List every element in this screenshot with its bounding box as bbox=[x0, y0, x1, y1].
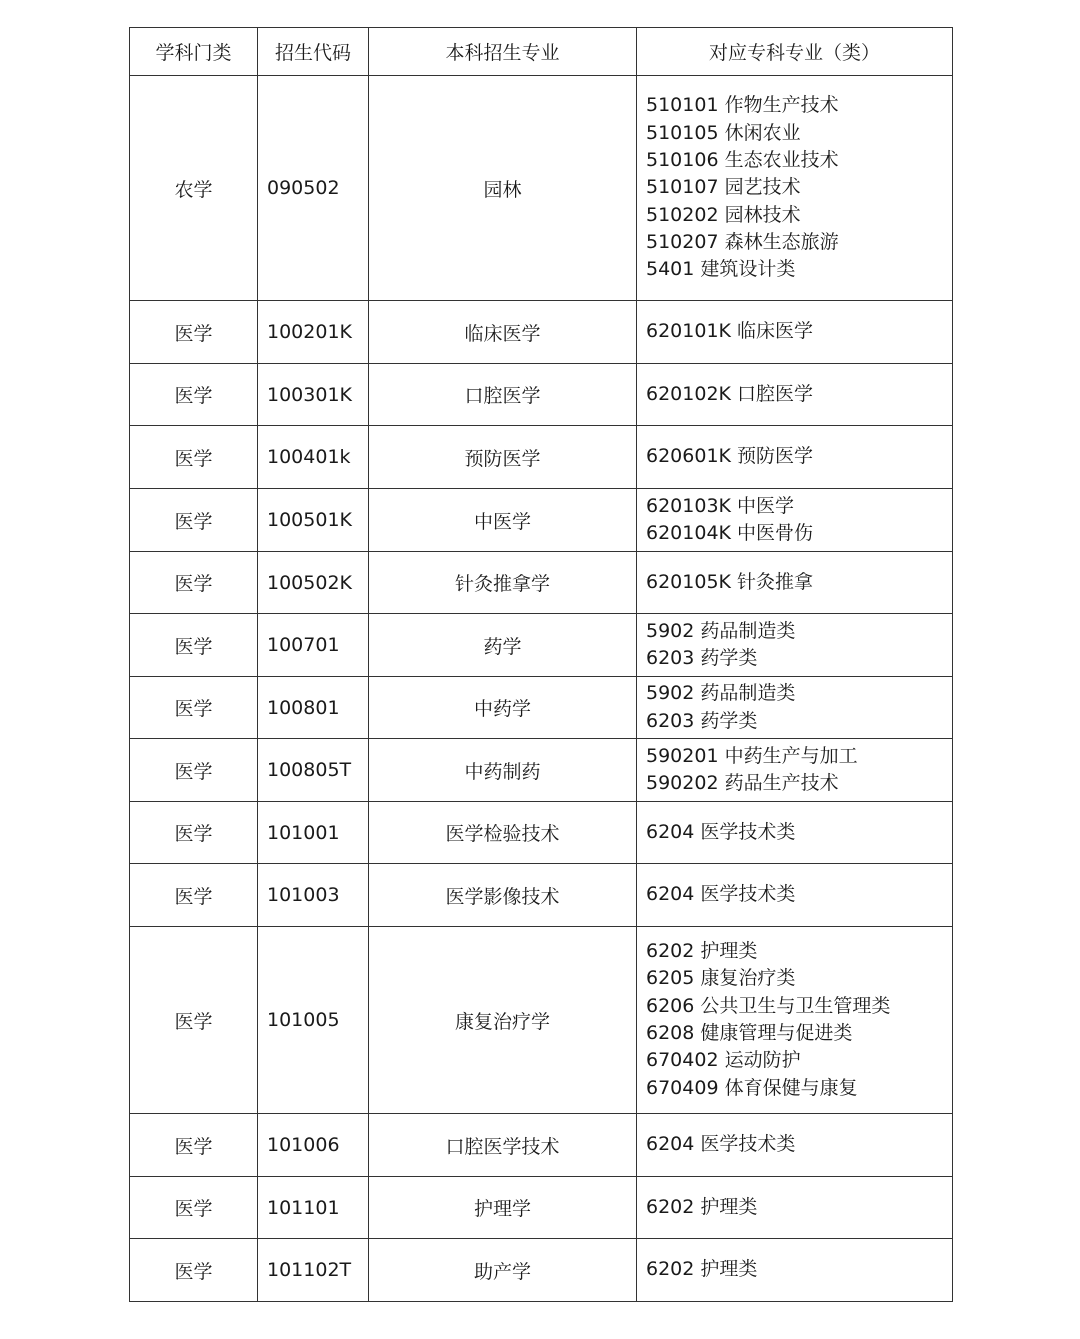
cell-code: 101005 bbox=[258, 927, 369, 1114]
cell-discipline: 医学 bbox=[130, 739, 258, 802]
cell-associate-majors bbox=[637, 802, 953, 864]
associate-major-item: 6208 健康管理与促进类 bbox=[646, 1022, 853, 1044]
cell-major: 助产学 bbox=[369, 1239, 637, 1302]
associate-major-item: 5902 药品制造类 bbox=[646, 619, 796, 642]
table-row bbox=[130, 802, 953, 864]
cell-discipline: 医学 bbox=[130, 301, 258, 364]
associate-major-item: 6202 护理类 bbox=[646, 940, 758, 963]
cell-associate-majors bbox=[637, 301, 953, 364]
cell-discipline: 医学 bbox=[130, 1177, 258, 1239]
cell-discipline: 医学 bbox=[130, 426, 258, 489]
cell-associate-majors bbox=[637, 76, 953, 301]
associate-major-item: 6204 医学技术类 bbox=[646, 820, 796, 843]
associate-major-item: 6204 医学技术类 bbox=[646, 1133, 796, 1156]
cell-code: 100801 bbox=[258, 677, 369, 739]
cell-major: 针灸推拿学 bbox=[369, 552, 637, 614]
cell-major: 医学影像技术 bbox=[369, 864, 637, 927]
associate-major-item: 510106 生态农业技术 bbox=[646, 149, 839, 172]
cell-discipline: 医学 bbox=[130, 927, 258, 1114]
cell-code: 100501K bbox=[258, 489, 369, 552]
cell-major: 康复治疗学 bbox=[369, 927, 637, 1114]
table-row bbox=[130, 1114, 953, 1177]
associate-major-item: 620101K 临床医学 bbox=[646, 320, 814, 343]
table-row bbox=[130, 426, 953, 489]
cell-discipline: 医学 bbox=[130, 677, 258, 739]
cell-associate-majors bbox=[637, 489, 953, 552]
cell-code: 100502K bbox=[258, 552, 369, 614]
associate-major-item: 5902 药品制造类 bbox=[646, 682, 796, 705]
cell-code: 100301K bbox=[258, 364, 369, 426]
cell-associate-majors bbox=[637, 1114, 953, 1177]
associate-major-item: 6205 康复治疗类 bbox=[646, 967, 796, 990]
associate-major-item: 620601K 预防医学 bbox=[646, 445, 814, 468]
associate-major-item: 590202 药品生产技术 bbox=[646, 772, 839, 794]
associate-major-item: 6202 护理类 bbox=[646, 1195, 758, 1218]
cell-associate-majors bbox=[637, 426, 953, 489]
associate-major-item: 590201 中药生产与加工 bbox=[646, 744, 858, 767]
associate-major-item: 510207 森林生态旅游 bbox=[646, 230, 839, 253]
table-row bbox=[130, 1239, 953, 1302]
cell-code: 100701 bbox=[258, 614, 369, 677]
table-row bbox=[130, 552, 953, 614]
cell-code: 101006 bbox=[258, 1114, 369, 1177]
cell-associate-majors bbox=[637, 1239, 953, 1302]
associate-major-item: 510107 园艺技术 bbox=[646, 176, 801, 199]
cell-code: 100401k bbox=[258, 426, 369, 489]
associate-major-item: 620103K 中医学 bbox=[646, 494, 795, 517]
cell-associate-majors bbox=[637, 864, 953, 927]
table-row bbox=[130, 927, 953, 1114]
cell-major: 护理学 bbox=[369, 1177, 637, 1239]
cell-major: 中药制药 bbox=[369, 739, 637, 802]
associate-major-item: 620104K 中医骨伤 bbox=[646, 522, 814, 544]
cell-major: 中医学 bbox=[369, 489, 637, 552]
cell-associate-majors bbox=[637, 739, 953, 802]
cell-code: 100805T bbox=[258, 739, 369, 802]
associate-major-item: 670409 体育保健与康复 bbox=[646, 1076, 858, 1099]
header-code: 招生代码 bbox=[258, 28, 369, 76]
cell-discipline: 医学 bbox=[130, 614, 258, 677]
associate-major-item: 6203 药学类 bbox=[646, 647, 758, 669]
cell-discipline: 医学 bbox=[130, 489, 258, 552]
cell-code: 100201K bbox=[258, 301, 369, 364]
table-row bbox=[130, 489, 953, 552]
cell-major: 医学检验技术 bbox=[369, 802, 637, 864]
header-discipline: 学科门类 bbox=[130, 28, 258, 76]
cell-major: 口腔医学技术 bbox=[369, 1114, 637, 1177]
cell-associate-majors bbox=[637, 677, 953, 739]
cell-associate-majors bbox=[637, 552, 953, 614]
cell-discipline: 医学 bbox=[130, 1114, 258, 1177]
table-row bbox=[130, 301, 953, 364]
cell-code: 101001 bbox=[258, 802, 369, 864]
cell-discipline: 医学 bbox=[130, 1239, 258, 1302]
associate-major-item: 6204 医学技术类 bbox=[646, 883, 796, 906]
cell-associate-majors bbox=[637, 1177, 953, 1239]
cell-major: 预防医学 bbox=[369, 426, 637, 489]
associate-major-item: 620105K 针灸推拿 bbox=[646, 570, 814, 593]
associate-major-item: 670402 运动防护 bbox=[646, 1049, 801, 1072]
cell-major: 口腔医学 bbox=[369, 364, 637, 426]
cell-associate-majors bbox=[637, 614, 953, 677]
cell-code: 101003 bbox=[258, 864, 369, 927]
cell-discipline: 农学 bbox=[130, 76, 258, 301]
table-row bbox=[130, 364, 953, 426]
cell-code: 101102T bbox=[258, 1239, 369, 1302]
associate-major-item: 620102K 口腔医学 bbox=[646, 382, 814, 405]
associate-major-item: 5401 建筑设计类 bbox=[646, 258, 796, 281]
table-row bbox=[130, 1177, 953, 1239]
cell-major: 中药学 bbox=[369, 677, 637, 739]
associate-major-item: 510105 休闲农业 bbox=[646, 121, 801, 144]
header-major: 本科招生专业 bbox=[369, 28, 637, 76]
table-row bbox=[130, 677, 953, 739]
header-associate: 对应专科专业（类） bbox=[637, 28, 953, 76]
cell-discipline: 医学 bbox=[130, 802, 258, 864]
cell-discipline: 医学 bbox=[130, 552, 258, 614]
table-row bbox=[130, 864, 953, 927]
cell-major: 药学 bbox=[369, 614, 637, 677]
associate-major-item: 510101 作物生产技术 bbox=[646, 94, 839, 117]
table-header-row bbox=[130, 28, 953, 76]
cell-associate-majors bbox=[637, 927, 953, 1114]
cell-major: 园林 bbox=[369, 76, 637, 301]
cell-code: 101101 bbox=[258, 1177, 369, 1239]
table-row bbox=[130, 76, 953, 301]
major-mapping-table bbox=[129, 27, 953, 1302]
cell-discipline: 医学 bbox=[130, 864, 258, 927]
associate-major-item: 510202 园林技术 bbox=[646, 203, 801, 226]
cell-associate-majors bbox=[637, 364, 953, 426]
cell-major: 临床医学 bbox=[369, 301, 637, 364]
cell-discipline: 医学 bbox=[130, 364, 258, 426]
associate-major-item: 6202 护理类 bbox=[646, 1258, 758, 1281]
table-row bbox=[130, 614, 953, 677]
cell-code: 090502 bbox=[258, 76, 369, 301]
table-row bbox=[130, 739, 953, 802]
associate-major-item: 6203 药学类 bbox=[646, 709, 758, 732]
associate-major-item: 6206 公共卫生与卫生管理类 bbox=[646, 994, 891, 1017]
